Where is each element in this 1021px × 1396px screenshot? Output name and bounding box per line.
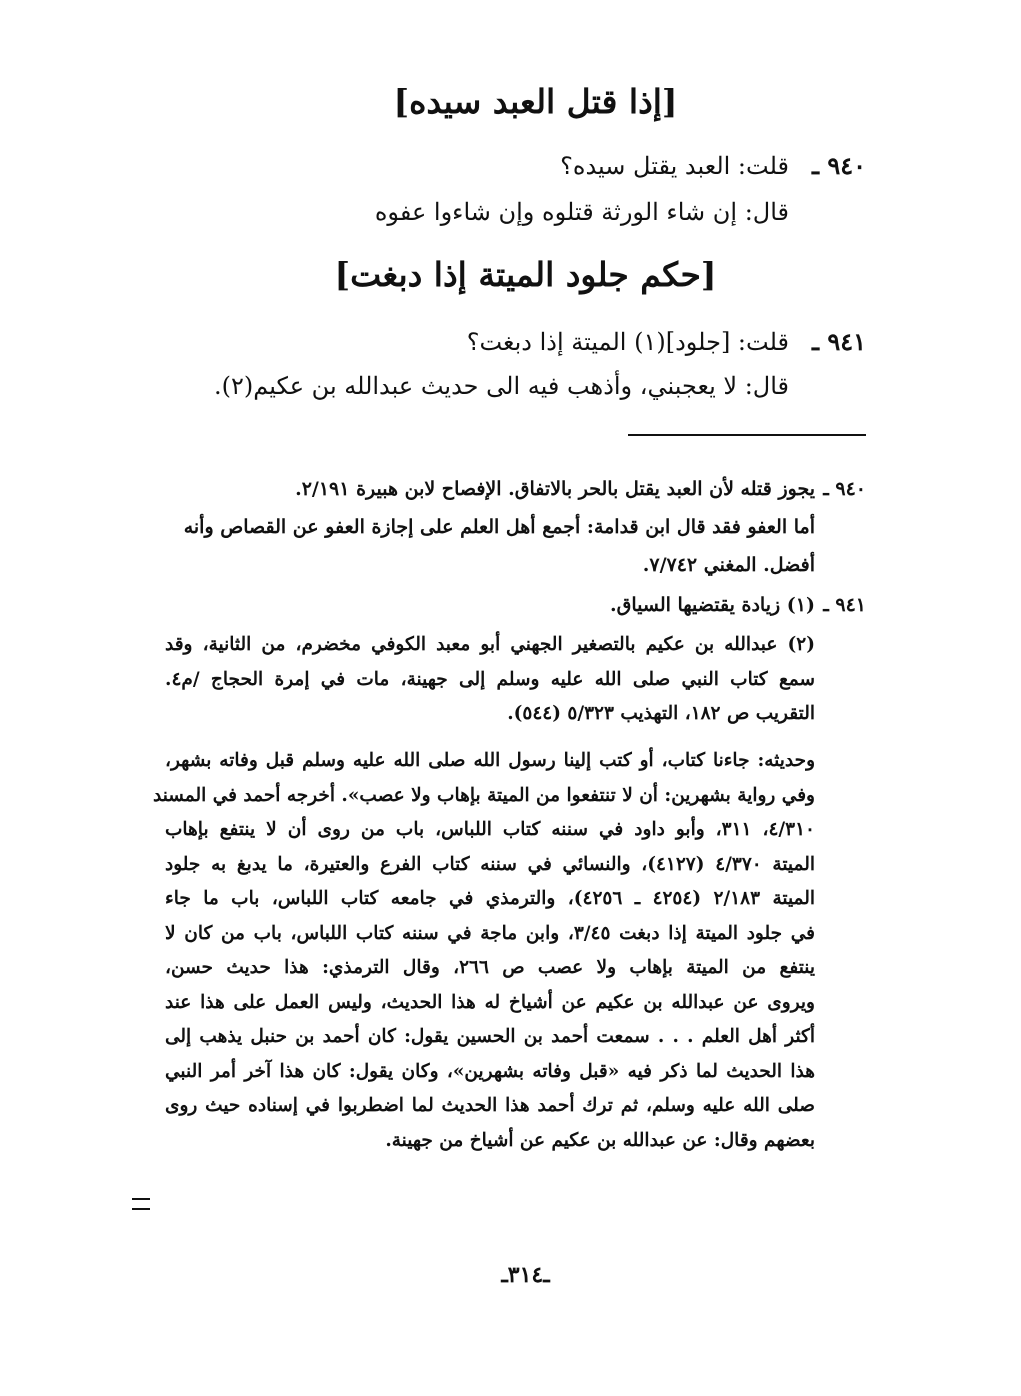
footnote-separator bbox=[628, 434, 866, 436]
hadith-line: الميتة ٢/١٨٣ (٤٢٥٤ ـ ٤٢٥٦)، والترمذي في جامعه كتاب اللباس، باب ما جاء bbox=[165, 888, 816, 909]
note2-line: سمع كتاب النبي صلى الله عليه وسلم إلى جهينة، مات في إمرة الحجاج /م٤. bbox=[165, 668, 815, 690]
footnote-940-line: أما العفو فقد قال ابن قدامة: أجمع أهل العلم على إجازة العفو عن القصاص وأنه bbox=[183, 516, 815, 538]
footnote-940-line: يجوز قتله لأن العبد يقتل بالحر بالاتفاق. الإفصاح لابن هبيرة ٢/١٩١. bbox=[295, 478, 815, 500]
hadith-line: ويروى عن عبدالله بن عكيم عن أشياخ له هذا الحديث، وليس العمل على هذا عند bbox=[165, 991, 815, 1013]
note2-line: التقريب ص ١٨٢، التهذيب ٥/٣٢٣ (٥٤٤). bbox=[507, 703, 815, 724]
margin-continuation-mark bbox=[132, 1198, 150, 1210]
page-number: ـ٣١٤ـ bbox=[501, 1262, 550, 1288]
hadith-line: بعضهم وقال: عن عبدالله بن عكيم عن أشياخ من جهينة. bbox=[385, 1129, 815, 1151]
entry-941-number: ٩٤١ ـ bbox=[811, 327, 866, 356]
footnote-941-hadith bbox=[153, 744, 816, 1158]
hadith-line: هذا الحديث لما ذكر فيه «قبل وفاته بشهرين»، وكان يقول: كان هذا آخر أمر النبي bbox=[165, 1060, 815, 1082]
entry-940-question: قلت: العبد يقتل سيده؟ bbox=[560, 152, 789, 180]
section-heading-master-killed: [إذا قتل العبد سيده] bbox=[393, 82, 678, 121]
hadith-line: وفي رواية بشهرين: أن لا تنتفعوا من الميتة بإهاب ولا عصب». أخرجه أحمد في المسند bbox=[153, 784, 815, 806]
footnote-941-note2 bbox=[165, 628, 815, 732]
hadith-line: أكثر أهل العلم . . . سمعت أحمد بن الحسين يقول: كان أحمد بن حنبل يذهب إلى bbox=[165, 1026, 815, 1047]
section-heading-tanned-hides: [حكم جلود الميتة إذا دبغت] bbox=[334, 255, 717, 294]
hadith-line: وحديثه: جاءنا كتاب، أو كتب إلينا رسول الله صلى الله عليه وسلم قبل وفاته بشهر، bbox=[165, 750, 815, 771]
footnote-940-label: ٩٤٠ ـ bbox=[823, 478, 866, 500]
entry-940-number: ٩٤٠ ـ bbox=[811, 151, 866, 180]
entry-941-answer: قال: لا يعجبني، وأذهب فيه الى حديث عبدالله بن عكيم(٢). bbox=[214, 372, 789, 400]
hadith-line: ٤/٣١٠، ٣١١، وأبو داود في سننه كتاب اللباس، باب من روى أن لا ينتفع بإهاب bbox=[165, 819, 815, 840]
hadith-line: ينتفع من الميتة بإهاب ولا عصب ص ٢٦٦، وقال الترمذي: هذا حديث حسن، bbox=[165, 957, 816, 978]
hadith-line: صلى الله عليه وسلم، ثم ترك أحمد هذا الحديث لما اضطربوا في إسناده حيث روى bbox=[165, 1095, 815, 1116]
footnote-941-note1: (١) زيادة يقتضيها السياق. bbox=[609, 594, 815, 616]
footnote-941-label: ٩٤١ ـ bbox=[823, 594, 866, 616]
note2-line: (٢) عبدالله بن عكيم بالتصغير الجهني أبو معبد الكوفي مخضرم، من الثانية، وقد bbox=[165, 634, 815, 655]
entry-940-answer: قال: إن شاء الورثة قتلوه وإن شاءوا عفوه bbox=[374, 198, 789, 226]
hadith-line: الميتة ٤/٣٧٠ (٤١٢٧)، والنسائي في سننه كتاب الفرع والعتيرة، ما يدبغ به جلود bbox=[165, 853, 815, 875]
hadith-line: في جلود الميتة إذا دبغت ٣/٤٥، وابن ماجة في سننه كتاب اللباس، باب من كان لا bbox=[165, 922, 816, 944]
footnote-940-line: أفضل. المغني ٧/٧٤٢. bbox=[642, 554, 815, 576]
entry-941-question: قلت: [جلود](١) الميتة إذا دبغت؟ bbox=[466, 328, 789, 356]
